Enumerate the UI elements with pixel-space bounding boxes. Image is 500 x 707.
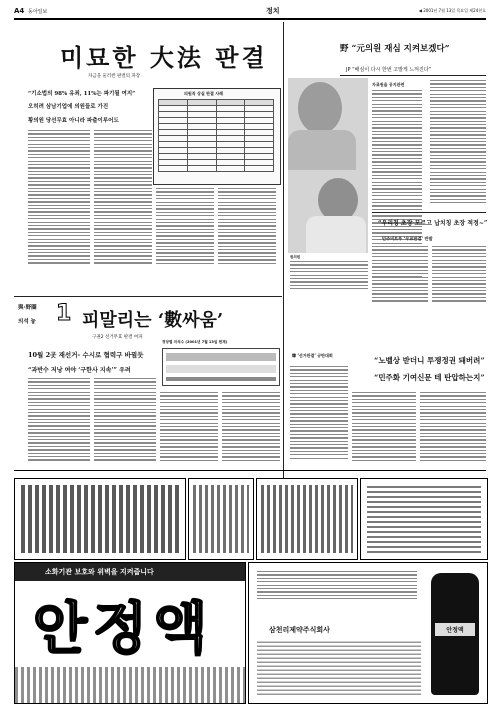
seat-chart-bar-row: [166, 353, 276, 361]
seat-chart-label: 정당별 의석수 (2001년 7월 13일 현재): [162, 340, 228, 344]
news-photo: [288, 78, 368, 253]
right-body-col-2: [430, 80, 486, 208]
masthead-rule: [14, 18, 486, 20]
lower-body-col-4: [222, 392, 280, 466]
product-ad-maker: 삼천리제약주식회사: [269, 626, 330, 634]
right-subhead: JP “배심이 다시 한번 고발게 느껴진다”: [346, 67, 432, 73]
ruling-table-title: 의원직 상실 판결 사례: [184, 91, 223, 96]
big-ad-footer: [15, 667, 245, 703]
photo-figure-1-body: [288, 130, 356, 170]
ruling-table-box: [153, 88, 281, 185]
seat-box: [14, 301, 70, 331]
top-body-col-2: [94, 130, 152, 270]
seat-box-sub: 의석 놓: [18, 319, 36, 325]
ad-block-2: [188, 478, 254, 560]
top-subhead-2: 오히려 삼남기업에 의원들로 가진: [28, 104, 109, 110]
section-separator: [14, 296, 282, 297]
rally-box: [290, 352, 370, 362]
ad-block-2-text: [193, 485, 249, 553]
rally-body-col-1: [290, 366, 348, 466]
top-body-col-4: [218, 188, 276, 268]
page-number: A4: [14, 7, 25, 15]
seat-chart-bar-row: [166, 365, 276, 373]
ad-block-1-text: [21, 485, 179, 553]
top-subhead-3: 황의원 당선무효 아니라 파출이루어도: [28, 118, 119, 124]
lower-body-col-1: [28, 378, 90, 466]
seat-chart: [162, 340, 280, 388]
right-headline: 野 “元의원 재심 지켜보겠다”: [340, 44, 450, 54]
rally-headline-1: “노벨상 받더니 투쟁정권 돼버려”: [374, 356, 485, 365]
rally-headline-2: “민주화 기여신문 테 탄압하는지”: [374, 373, 485, 382]
issue-date: ◀ 2001년 7월 13일 목요일 제24천호: [418, 8, 486, 13]
ruling-table-grid: [158, 99, 274, 179]
top-kicker: 자금을 둘러싼 판결의 파장: [88, 74, 141, 79]
bottle-label: 안정액: [435, 623, 475, 636]
seat-chart-box: [162, 348, 280, 386]
ad-block-3-text: [261, 485, 353, 553]
photo-caption: 원의원: [290, 255, 301, 259]
top-headline: 미묘한 大法 판결: [60, 43, 268, 72]
lower-headline: 피말리는 ‘數싸움’: [82, 310, 224, 331]
photo-figure-2-body: [306, 216, 366, 253]
seat-box-label: 與·野圈: [18, 305, 37, 311]
rally-box-label: 韓 ‘선거판결’ 규탄대회: [292, 353, 333, 358]
rally-body-col-2: [352, 392, 416, 466]
top-body-col-1: [28, 130, 90, 270]
ad-block-4-text: [367, 485, 481, 553]
big-ad-sub: 소화기관 보호와 위벽을 지켜줍니다: [45, 568, 154, 576]
mid-right-headline: “우리칭 초장 모르고 납치칭 초장 적정~”: [378, 220, 488, 227]
product-ad-text: [257, 571, 417, 611]
masthead: [14, 6, 486, 18]
rally-body-col-3: [420, 392, 486, 466]
paper-name: 동아일보: [28, 9, 48, 15]
lower-subhead-2: “과반수 저낭 여야 ‘구한사 지속’” 우려: [28, 367, 131, 374]
lower-body-col-2: [94, 378, 156, 466]
lower-sub-1: 구권2 선거무효 판결 여파: [92, 335, 143, 340]
right-subhead-rule: [340, 75, 486, 76]
mid-right-body-col-2: [432, 246, 486, 306]
ad-block-3: [256, 478, 358, 560]
mid-right-rule: [372, 212, 486, 213]
column-divider: [283, 22, 284, 522]
right-subhead-2: 자료원을 공지관련: [372, 82, 405, 87]
photo-figure-1: [298, 82, 342, 134]
mid-right-body-col-1: [372, 246, 428, 306]
top-body-col-3: [156, 188, 214, 268]
product-bottle-image: [431, 573, 479, 695]
mid-right-subhead: 민주비트푸 ‘무료판결’ 반발: [382, 236, 433, 241]
big-ad-text: 안정액: [33, 597, 214, 662]
lower-body-col-3: [160, 392, 218, 466]
section-title: 정치: [266, 7, 280, 15]
lower-subhead: 10월 2곳 재선거- 수시로 협력구 바뀔듯: [28, 351, 144, 359]
product-ad-coupon: [257, 639, 421, 695]
ad-block-1: [14, 478, 186, 560]
product-ad: [248, 562, 488, 704]
top-subhead-1: “기소법의 98% 유죄, 11%는 파기될 여지”: [28, 91, 136, 97]
seat-chart-bar-row: [166, 377, 276, 381]
photo-caption-text: [290, 261, 368, 301]
ads-top-rule: [14, 470, 486, 471]
seat-box-number: 1: [56, 301, 72, 326]
ad-block-4: [360, 478, 488, 560]
big-ad: [14, 562, 246, 704]
